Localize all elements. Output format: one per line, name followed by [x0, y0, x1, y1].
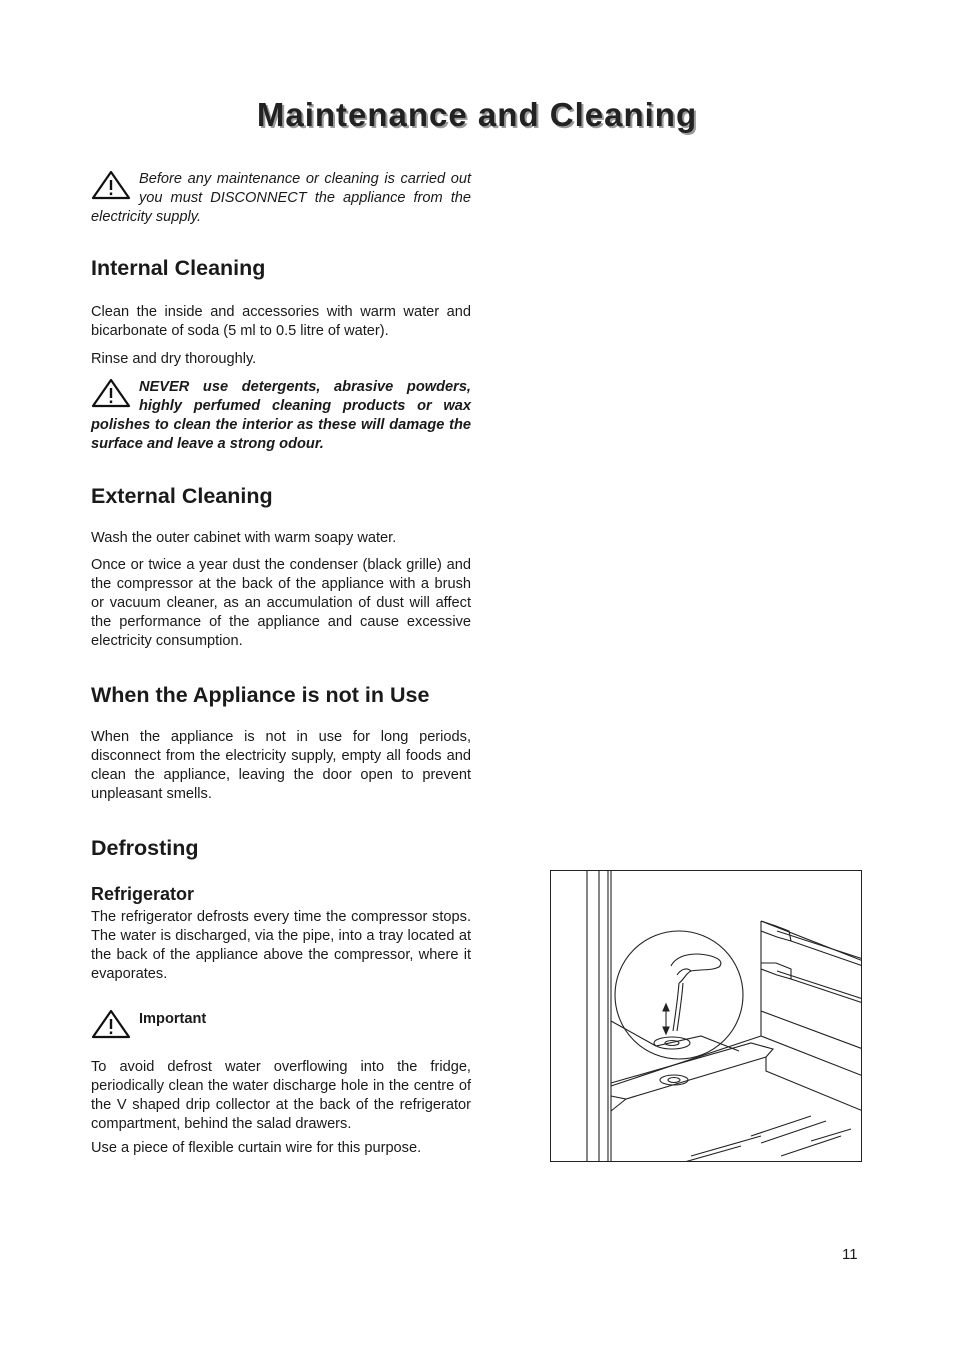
warning-detergents-text: NEVER use detergents, abrasive powders, highly perfumed cleaning products or wax polishes to clean the interior as these will damage the surface and leave a strong odour.: [91, 379, 471, 452]
important-note: [91, 1009, 471, 1041]
internal-p1: Clean the inside and accessories with warm water and bicarbonate of soda (5 ml to 0.5 litre of water).: [91, 304, 471, 339]
external-heading: External Cleaning: [91, 484, 273, 508]
defrosting-p1: The refrigerator defrosts every time the compressor stops. The water is discharged, via the pipe, into a tray located at the back of the appliance above the compressor, where it evaporates.: [91, 909, 471, 982]
internal-heading: Internal Cleaning: [91, 256, 266, 280]
warning-triangle-icon: [91, 1009, 131, 1039]
section-defrosting: [91, 835, 471, 1158]
warning-disconnect: [91, 170, 471, 227]
defrosting-p3: Use a piece of flexible curtain wire for this purpose.: [91, 1140, 422, 1156]
defrosting-heading: Defrosting: [91, 836, 199, 860]
warning-detergents: [91, 378, 471, 454]
warning-triangle-icon: [91, 378, 131, 408]
external-p1: Wash the outer cabinet with warm soapy water.: [91, 530, 397, 546]
drip-collector-illustration: [550, 870, 862, 1162]
warning-text: Before any maintenance or cleaning is carried out you must DISCONNECT the appliance from the electricity supply.: [91, 171, 471, 225]
not-in-use-p1: When the appliance is not in use for long periods, disconnect from the electricity supply, empty all foods and clean the appliance, leaving the door open to prevent unpleasant smells.: [91, 729, 471, 802]
section-external-cleaning: [91, 483, 471, 651]
section-not-in-use: [91, 682, 471, 804]
not-in-use-heading: When the Appliance is not in Use: [91, 683, 430, 707]
important-label: Important: [139, 1011, 207, 1027]
refrigerator-subheading: Refrigerator: [91, 884, 195, 904]
defrosting-p2: To avoid defrost water overflowing into the fridge, periodically clean the water discharge hole in the centre of the V shaped drip collector at the back of the refrigerator compartment, behind the salad drawers.: [91, 1059, 471, 1132]
external-p2: Once or twice a year dust the condenser (black grille) and the compressor at the back of the appliance with a brush or vacuum cleaner, as an accumulation of dust will affect the performance of the appliance and cause excessive electricity consumption.: [91, 557, 471, 649]
page-title: Maintenance and Cleaning: [256, 96, 698, 133]
internal-p2: Rinse and dry thoroughly.: [91, 351, 257, 367]
section-internal-cleaning: [91, 255, 471, 454]
page-number: 11: [842, 1246, 858, 1263]
warning-triangle-icon: [91, 170, 131, 200]
fridge-interior-drawing: [551, 871, 862, 1162]
